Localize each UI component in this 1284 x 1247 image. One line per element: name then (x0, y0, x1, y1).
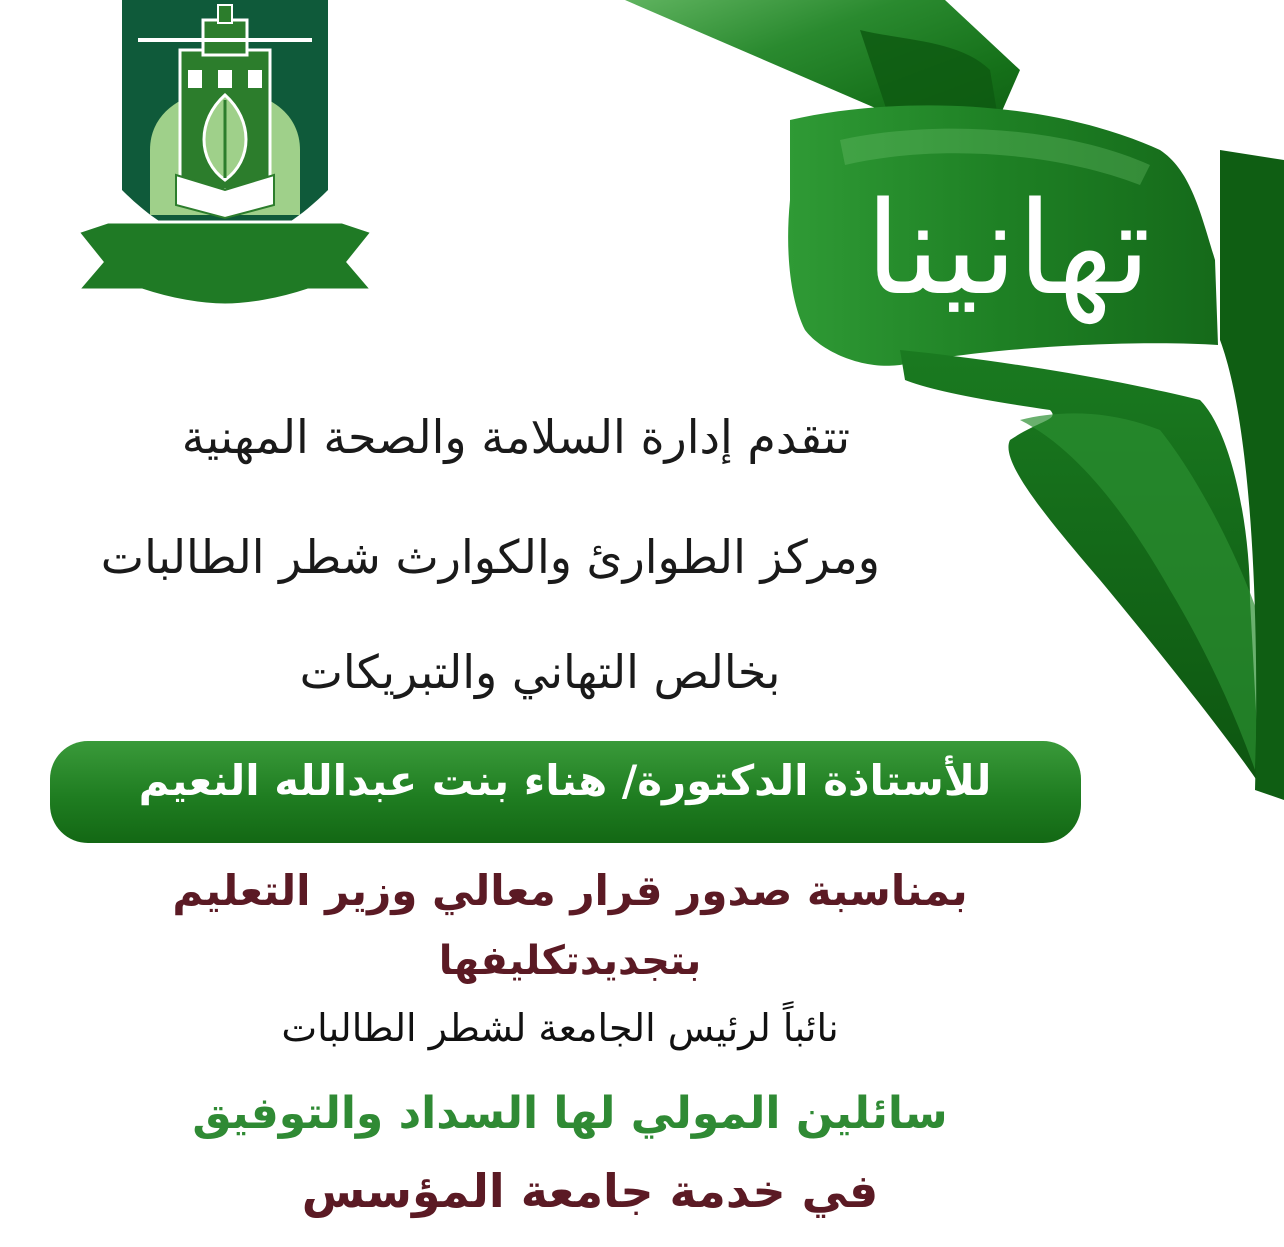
honoree-name: للأستاذة الدكتورة/ هناء بنت عبدالله النعيم (138, 756, 992, 805)
occasion-line-2: بتجديدتكليفها (438, 938, 702, 984)
closing-line-2: في خدمة جامعة المؤسس (301, 1164, 879, 1218)
occasion-line-1: بمناسبة صدور قرار معالي وزير التعليم (172, 866, 968, 915)
closing-line-1: سائلين المولي لها السداد والتوفيق (192, 1088, 948, 1139)
occasion-line-3: نائباً لرئيس الجامعة لشطر الطالبات (281, 1006, 839, 1050)
congratulations-headline: تهانينا (865, 175, 1151, 324)
intro-line-3: بخالص التهاني والتبريكات (299, 645, 781, 699)
university-logo (78, 0, 372, 305)
intro-line-1: تتقدم إدارة السلامة والصحة المهنية (181, 410, 850, 464)
intro-line-2: ومركز الطوارئ والكوارث شطر الطالبات (100, 530, 880, 584)
